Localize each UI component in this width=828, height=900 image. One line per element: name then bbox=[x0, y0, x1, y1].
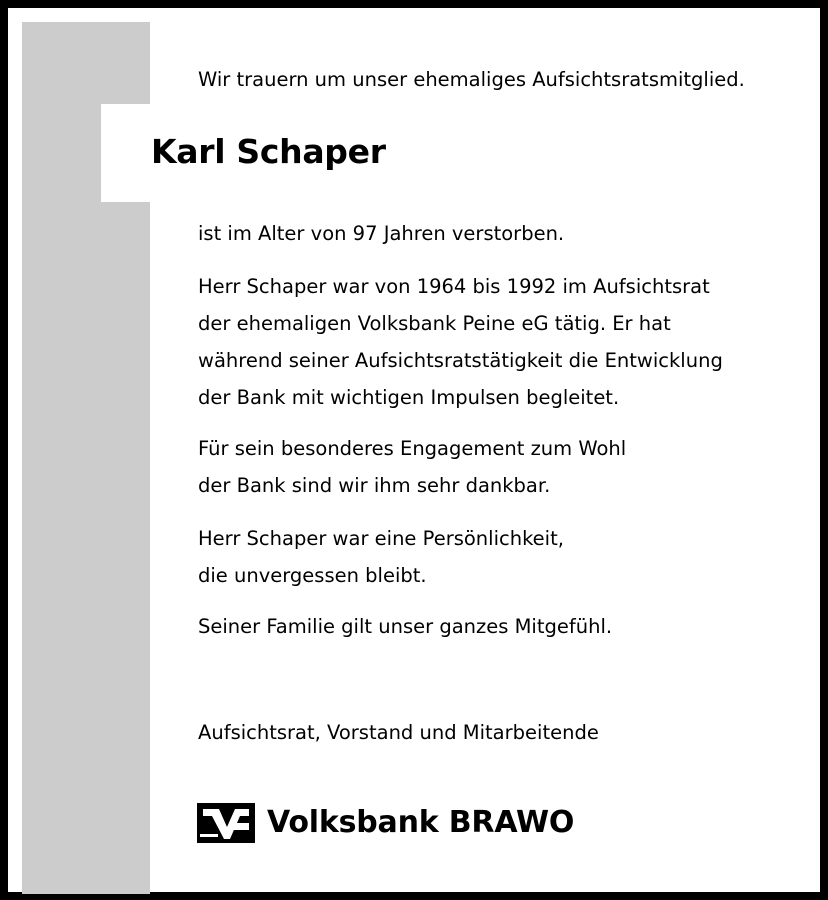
paragraph-personality bbox=[198, 520, 564, 594]
signature: Aufsichtsrat, Vorstand und Mitarbeitende bbox=[198, 721, 599, 744]
paragraph-age bbox=[198, 215, 564, 252]
paragraph-line: der Bank mit wichtigen Impulsen begleitet. bbox=[198, 386, 620, 409]
paragraph-line: die unvergessen bleibt. bbox=[198, 564, 427, 587]
paragraph-line: ist im Alter von 97 Jahren verstorben. bbox=[198, 222, 565, 245]
deceased-name: Karl Schaper bbox=[151, 132, 386, 171]
paragraph-line: der ehemaligen Volksbank Peine eG tätig. Er hat bbox=[198, 312, 671, 335]
paragraph-line: der Bank sind wir ihm sehr dankbar. bbox=[198, 474, 551, 497]
paragraph-condolence bbox=[198, 608, 612, 645]
paragraph-line: Herr Schaper war eine Persönlichkeit, bbox=[198, 527, 564, 550]
paragraph-tenure bbox=[198, 268, 723, 416]
volksbank-logo bbox=[197, 803, 574, 843]
paragraph-line: Für sein besonderes Engagement zum Wohl bbox=[198, 437, 627, 460]
paragraph-line: während seiner Aufsichtsratstätigkeit die Entwicklung bbox=[198, 349, 723, 372]
paragraph-line: Seiner Familie gilt unser ganzes Mitgefühl. bbox=[198, 615, 613, 638]
volksbank-logo-text: Volksbank BRAWO bbox=[267, 805, 575, 840]
volksbank-logo-icon bbox=[197, 803, 255, 843]
paragraph-line: Herr Schaper war von 1964 bis 1992 im Aufsichtsrat bbox=[198, 275, 710, 298]
paragraph-gratitude bbox=[198, 430, 626, 504]
intro-text: Wir trauern um unser ehemaliges Aufsichtsratsmitglied. bbox=[198, 68, 745, 91]
